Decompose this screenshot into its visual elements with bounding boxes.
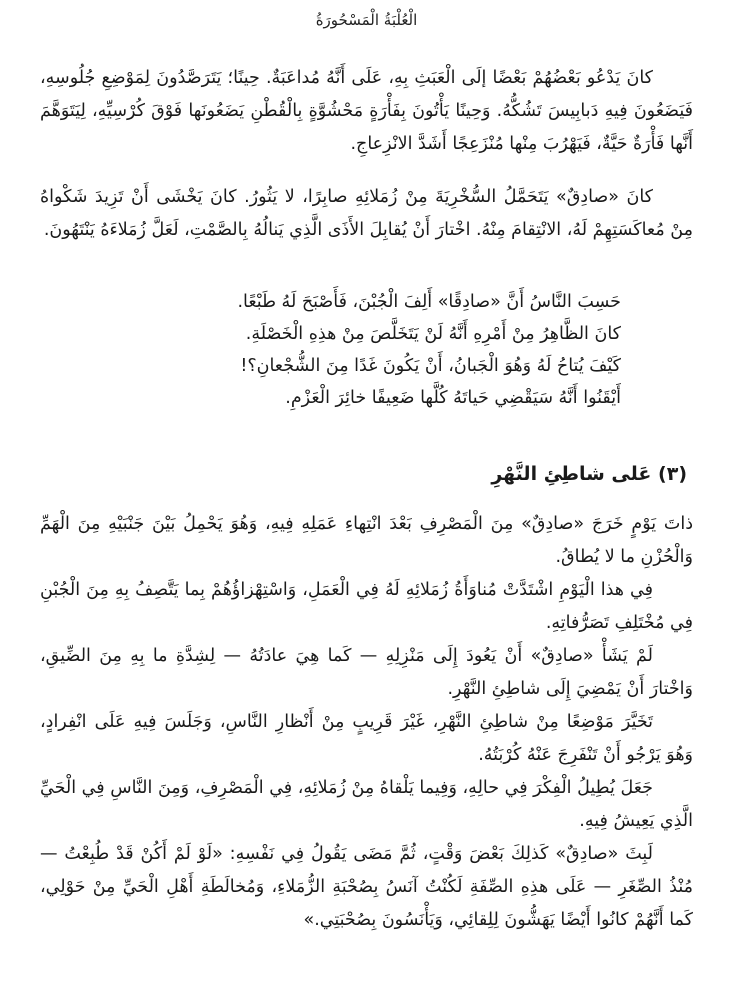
verse-lines bbox=[40, 286, 621, 414]
verse-line-4: أَيْقَنُوا أَنَّهُ سَيَقْضِي حَياتَهُ كُلَّها ضَعِيفًا خائِرَ الْعَزْمِ. bbox=[285, 388, 621, 408]
section-paragraph-2: فِي هذا الْيَوْمِ اشْتَدَّتْ مُناوَأَةُ زُمَلائِهِ لَهُ فِي الْعَمَلِ، وَاسْتِهْزاؤُهُمْ بِما يَتَّصِفُ بِهِ مِنَ الْجُبْنِ فِي مُخْتَلِفِ تَصَرُّفاتِهِ. bbox=[40, 580, 693, 633]
intro-paragraph-2 bbox=[40, 181, 693, 247]
verse-line-2: كانَ الظَّاهِرُ مِنْ أَمْرِهِ أَنَّهُ لَنْ يَتَخَلَّصَ مِنْ هذِهِ الْخَصْلَةِ. bbox=[245, 324, 621, 344]
verse-line-3: كَيْفَ يُتاحُ لَهُ وَهُوَ الْجَبانُ، أَنْ يَكُونَ غَدًا مِنَ الشُّجْعانِ؟! bbox=[240, 356, 621, 376]
running-header: الْعُلْبَةُ الْمَسْحُورَةُ bbox=[315, 11, 418, 29]
intro-paragraph-1-text: كانَ يَدْعُو بَعْضُهُمْ بَعْضًا إلَى الْعَبَثِ بِهِ، عَلَى أَنَّهُ مُداعَبَةٌ. حِينًا؛ يَتَرَصَّدُونَ لِمَوْضِعِ جُلُوسِهِ، فَيَضَعُونَ فِيهِ دَبابِيسَ تَشُكُّهُ. وَحِينًا يَأْتُونَ بِفَأْرَةٍ مَحْشُوَّةٍ بِالْقُطْنِ يَضَعُونَها فَوْقَ كُرْسِيِّهِ، لِيَتَوَهَّمَ أَنَّها فَأْرَةٌ حَيَّةٌ، فَيَهْرُبَ مِنْها مُنْزَعِجًا أَشَدَّ الانْزِعاجِ. bbox=[40, 68, 693, 154]
verse-line-1: حَسِبَ النَّاسُ أَنَّ «صادِقًا» أَلِفَ الْجُبْنَ، فَأَصْبَحَ لَهُ طَبْعًا. bbox=[237, 292, 621, 312]
intro-paragraph-1 bbox=[40, 62, 693, 161]
section-body bbox=[40, 508, 693, 937]
section-paragraph-5: جَعَلَ يُطِيلُ الْفِكْرَ فِي حالِهِ، وَفِيما يَلْقاهُ مِنْ زُمَلائِهِ، فِي الْمَصْرِفِ، وَمِنَ النَّاسِ فِي الْحَيِّ الَّذِي يَعِيشُ فِيهِ. bbox=[40, 778, 693, 831]
section-paragraph-3: لَمْ يَشَأْ «صادِقٌ» أَنْ يَعُودَ إِلَى مَنْزِلِهِ — كَما هِيَ عادَتُهُ — لِشِدَّةِ ما بِهِ مِنَ الضِّيقِ، وَاخْتارَ أَنْ يَمْضِيَ إِلَى شاطِئِ النَّهْرِ. bbox=[40, 646, 693, 699]
section-heading: (٣) عَلى شاطِئِ النَّهْرِ bbox=[491, 463, 687, 485]
section-paragraph-6: لَبِثَ «صادِقٌ» كَذلِكَ بَعْضَ وَقْتٍ، ثُمَّ مَضَى يَقُولُ فِي نَفْسِهِ: «لَوْ لَمْ أَكُنْ قَدْ طُبِعْتُ — مُنْذُ الصِّغَرِ — عَلَى هذِهِ الصِّفَةِ لَكُنْتُ آنَسُ بِصُحْبَةِ الزُّمَلاءِ، وَمُخالَطَةِ أَهْلِ الْحَيِّ مِنْ حَوْلِي، كَما أَنَّهُمْ كانُوا أَيْضًا يَهَشُّونَ لِلِقائِي، وَيَأْنَسُونَ بِصُحْبَتِي.» bbox=[40, 844, 693, 930]
intro-paragraph-2-text: كانَ «صادِقٌ» يَتَحَمَّلُ السُّخْرِيَةَ مِنْ زُمَلائِهِ صابِرًا، لا يَثُورُ. كانَ يَخْشَى أَنْ تَزِيدَ شَكْواهُ مِنْ مُعاكَسَتِهِمْ لَهُ، الانْتِقامَ مِنْهُ. اخْتارَ أَنْ يُقابِلَ الأَذَى الَّذِي يَنالُهُ بِالصَّمْتِ، لَعَلَّ زُمَلاءَهُ يَنْتَهُونَ. bbox=[40, 187, 693, 240]
section-paragraph-4: تَخَيَّرَ مَوْضِعًا مِنْ شاطِئِ النَّهْرِ، غَيْرَ قَرِيبٍ مِنْ أَنْظارِ النَّاسِ، وَجَلَسَ فِيهِ عَلَى انْفِرادٍ، وَهُوَ يَرْجُو أَنْ تَنْفَرِجَ عَنْهُ كُرْبَتُهُ. bbox=[40, 712, 693, 765]
section-paragraph-1: ذاتَ يَوْمٍ خَرَجَ «صادِقٌ» مِنَ الْمَصْرِفِ بَعْدَ انْتِهاءِ عَمَلِهِ فِيهِ، وَهُوَ يَحْمِلُ بَيْنَ جَنْبَيْهِ مِنَ الْهَمِّ وَالْحُزْنِ ما لا يُطاقُ. bbox=[40, 514, 693, 567]
